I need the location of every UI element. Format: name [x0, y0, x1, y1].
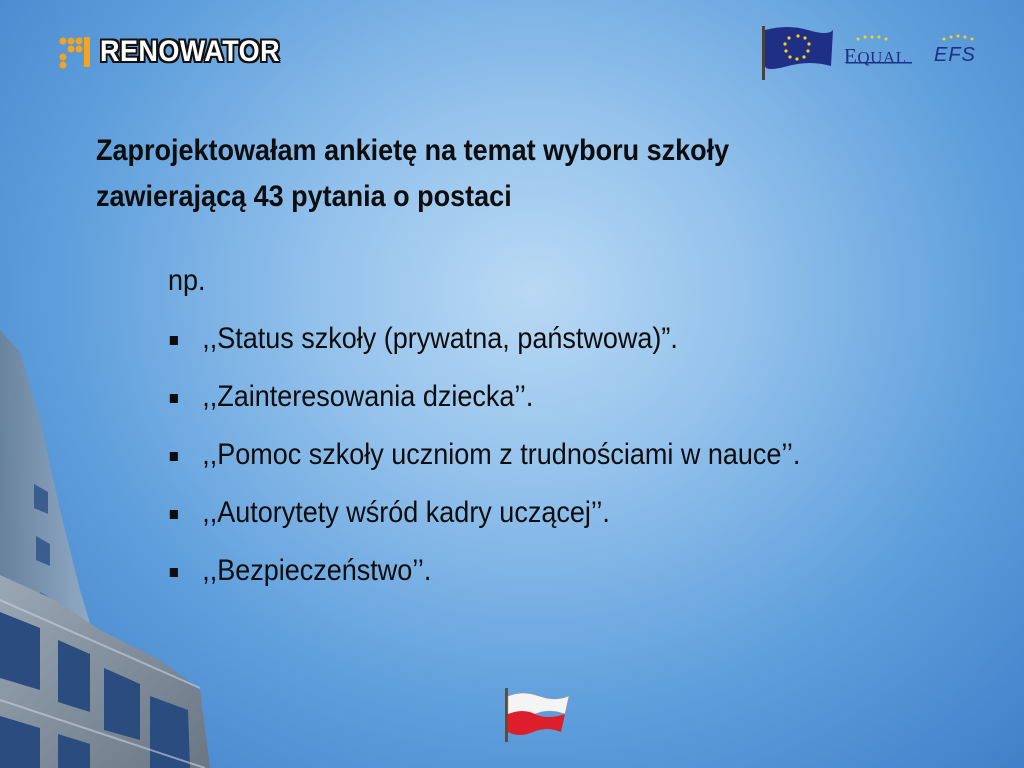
bullet-icon [170, 452, 178, 461]
eu-flag-icon [762, 26, 833, 80]
equal-logo: EQUAL [844, 44, 907, 68]
slide-title-line-2: zawierającą 43 pytania o postaci [96, 180, 512, 213]
slide-title-line-1: Zaprojektowałam ankietę na temat wyboru szkoły [96, 134, 730, 167]
bullet-icon [170, 568, 178, 577]
list-item [168, 435, 906, 475]
slide-title [96, 128, 834, 220]
renowator-arrow-icon [58, 35, 92, 69]
list-item-text: ,,Bezpieczeństwo’’. [202, 554, 432, 587]
list-item [168, 377, 906, 417]
list-item-text: ,,Zainteresowania dziecka’’. [202, 380, 534, 413]
brand-name: RENOWATOR [100, 35, 281, 68]
list-item [168, 493, 906, 533]
list-item-text: ,,Status szkoły (prywatna, państwowa)”. [202, 322, 678, 355]
list-item-text: ,,Pomoc szkoły uczniom z trudnościami w nauce’’. [202, 438, 801, 471]
list-item-text: ,,Autorytety wśród kadry uczącej’’. [202, 496, 610, 529]
list-item [168, 551, 906, 591]
bullet-icon [170, 510, 178, 519]
list-item [168, 319, 906, 359]
bullet-icon [170, 394, 178, 403]
intro-text: np. [168, 264, 206, 297]
brand-logo [58, 32, 300, 72]
bullet-list [168, 319, 906, 591]
efs-logo: EFS [934, 44, 976, 66]
slide-body [168, 261, 906, 609]
bullet-icon [170, 336, 178, 345]
poland-flag-icon [503, 688, 573, 742]
